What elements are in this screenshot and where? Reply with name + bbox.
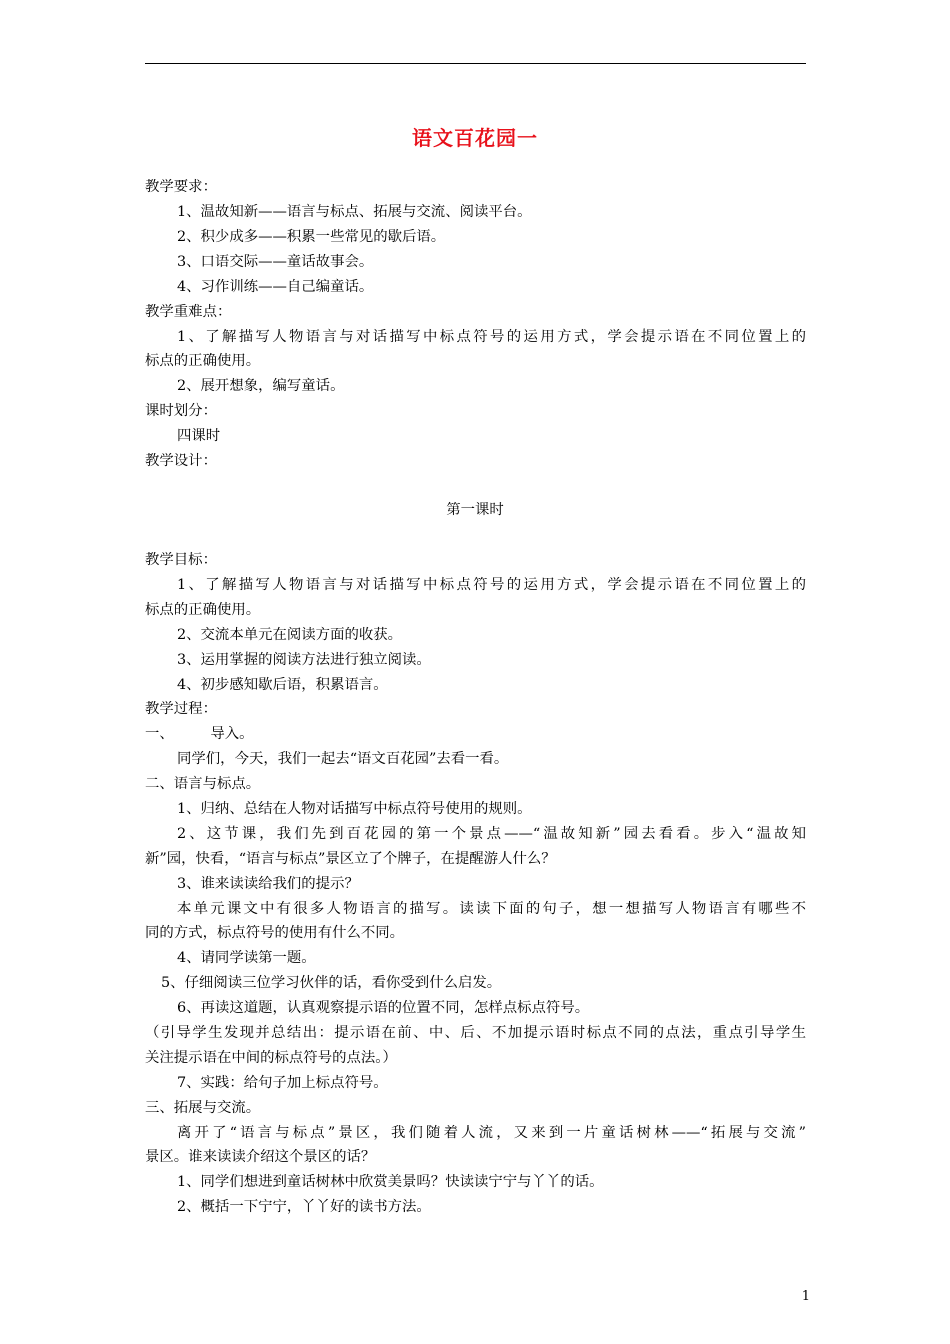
- paragraph-line: 1、温故知新——语言与标点、拓展与交流、阅读平台。: [177, 204, 532, 220]
- paragraph-line: 6、再读这道题，认真观察提示语的位置不同，怎样点标点符号。: [177, 1000, 590, 1016]
- paragraph-line: 2、这节课，我们先到百花园的第一个景点——“温故知新”园去看看。步入“温故知: [177, 826, 806, 842]
- page-number: 1: [801, 1289, 810, 1304]
- paragraph-line: 1、了解描写人物语言与对话描写中标点符号的运用方式，学会提示语在不同位置上的: [177, 577, 806, 593]
- section-title: 第一课时: [446, 502, 504, 518]
- heading-requirements: 教学要求：: [145, 179, 217, 195]
- page-title: 语文百花园一: [412, 126, 538, 150]
- paragraph-line: 4、习作训练——自己编童话。: [177, 279, 374, 295]
- paragraph-line: 二、语言与标点。: [145, 776, 261, 792]
- paragraph-line: 1、了解描写人物语言与对话描写中标点符号的运用方式，学会提示语在不同位置上的: [177, 329, 806, 345]
- paragraph-line: 2、概括一下宁宁，丫丫好的读书方法。: [177, 1199, 431, 1215]
- paragraph-line: 关注提示语在中间的标点符号的点法。）: [145, 1050, 397, 1066]
- paragraph-line: 一、 导入。: [145, 726, 254, 742]
- paragraph-line: 1、归纳、总结在人物对话描写中标点符号使用的规则。: [177, 801, 532, 817]
- paragraph-line: 标点的正确使用。: [145, 602, 261, 618]
- heading-key-points: 教学重难点：: [145, 304, 232, 320]
- paragraph-line: 本单元课文中有很多人物语言的描写。读读下面的句子，想一想描写人物语言有哪些不: [177, 901, 806, 917]
- paragraph-line: 同学们，今天，我们一起去“语文百花园”去看一看。: [177, 751, 509, 767]
- header-rule: [145, 63, 806, 64]
- heading-objectives: 教学目标：: [145, 552, 217, 568]
- paragraph-line: 2、展开想象，编写童话。: [177, 378, 345, 394]
- paragraph-line: 1、同学们想进到童话树林中欣赏美景吗？快读读宁宁与丫丫的话。: [177, 1174, 604, 1190]
- heading-teaching-design: 教学设计：: [145, 453, 217, 469]
- paragraph-line: 3、口语交际——童话故事会。: [177, 254, 374, 270]
- paragraph-line: 标点的正确使用。: [145, 353, 261, 369]
- paragraph-line: 2、积少成多——积累一些常见的歇后语。: [177, 229, 446, 245]
- paragraph-line: 四课时: [177, 428, 221, 444]
- paragraph-line: 离开了“语言与标点”景区，我们随着人流，又来到一片童话树林——“拓展与交流”: [177, 1125, 806, 1141]
- paragraph-line: 3、运用掌握的阅读方法进行独立阅读。: [177, 652, 431, 668]
- paragraph-line: 新”园，快看，“语言与标点”景区立了个牌子，在提醒游人什么？: [145, 851, 556, 867]
- paragraph-line: 2、交流本单元在阅读方面的收获。: [177, 627, 403, 643]
- paragraph-line: 5、仔细阅读三位学习伙伴的话，看你受到什么启发。: [161, 975, 502, 991]
- heading-process: 教学过程：: [145, 701, 217, 717]
- paragraph-line: 景区。谁来读读介绍这个景区的话？: [145, 1149, 376, 1165]
- paragraph-line: 4、请同学读第一题。: [177, 950, 316, 966]
- heading-lesson-division: 课时划分：: [145, 403, 217, 419]
- paragraph-line: （引导学生发现并总结出：提示语在前、中、后、不加提示语时标点不同的点法，重点引导学生: [145, 1025, 806, 1041]
- paragraph-line: 7、实践：给句子加上标点符号。: [177, 1075, 388, 1091]
- paragraph-line: 三、拓展与交流。: [145, 1100, 261, 1116]
- paragraph-line: 4、初步感知歇后语，积累语言。: [177, 677, 388, 693]
- paragraph-line: 同的方式，标点符号的使用有什么不同。: [145, 925, 405, 941]
- paragraph-line: 3、谁来读读给我们的提示？: [177, 876, 359, 892]
